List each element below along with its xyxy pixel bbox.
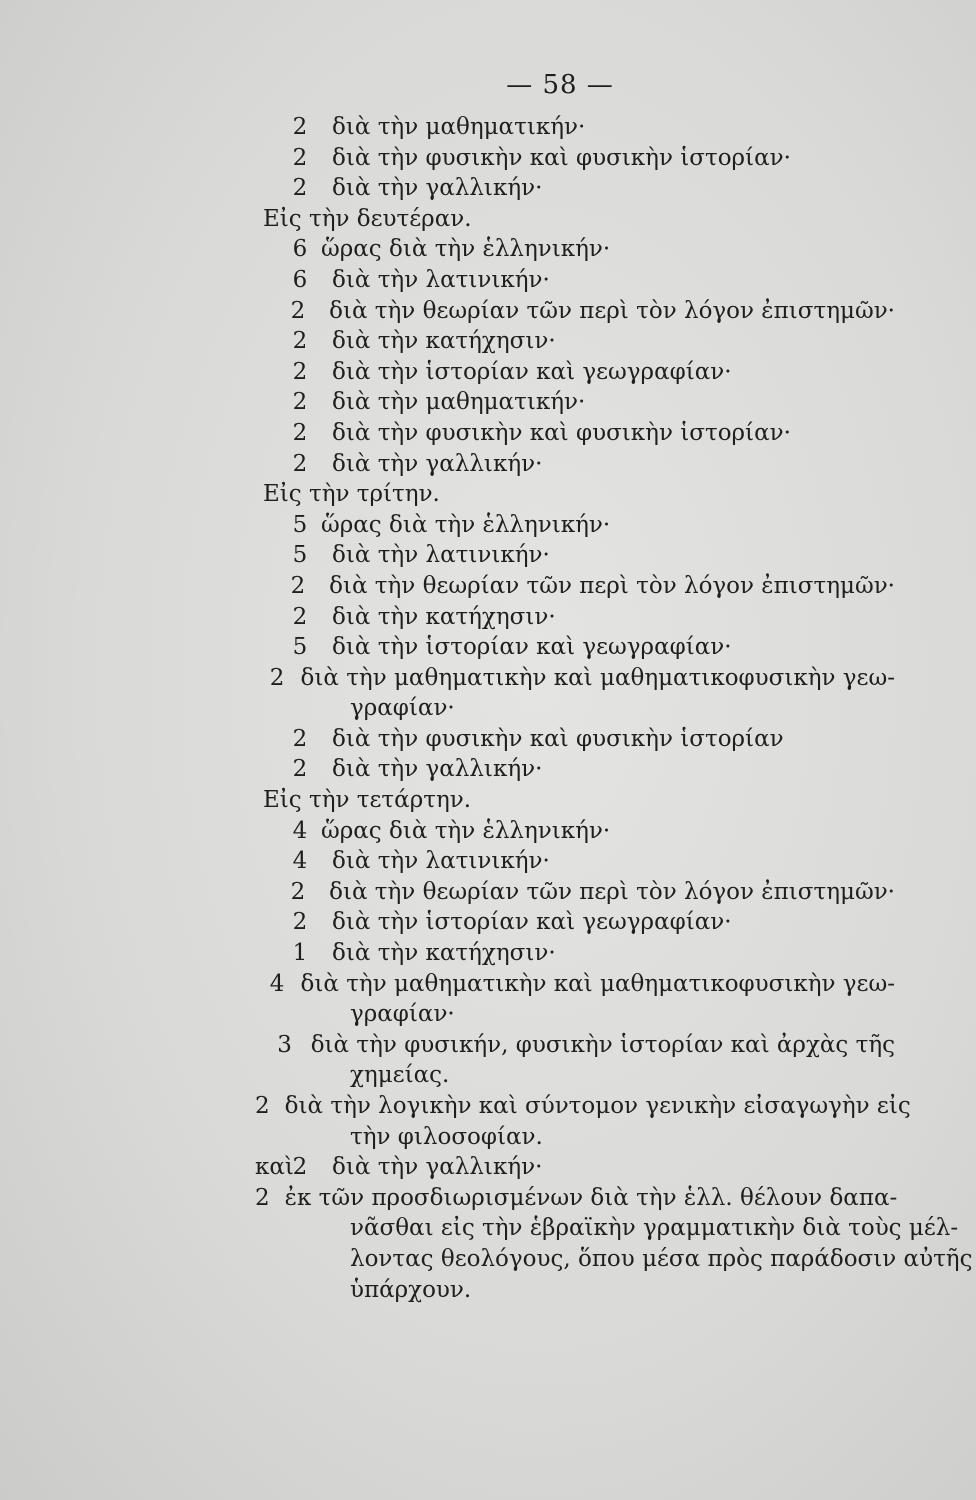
continuation-text: γραφίαν· xyxy=(350,695,455,722)
continuation-text: ὑπάρχουν. xyxy=(350,1276,472,1303)
row-prefix xyxy=(255,571,282,602)
row-prefix xyxy=(255,326,283,357)
hours-row xyxy=(255,877,895,908)
row-prefix: καὶ xyxy=(255,1154,294,1181)
row-prefix xyxy=(255,418,283,449)
page-number: — 58 — xyxy=(506,70,614,100)
row-prefix xyxy=(255,265,283,296)
row-prefix xyxy=(255,449,283,480)
row-prefix xyxy=(255,357,283,388)
subject-text: διὰ τὴν κατήχησιν· xyxy=(332,940,556,967)
hours-row xyxy=(255,173,895,204)
hours-count: 2 xyxy=(290,878,306,905)
hours-count: 2 xyxy=(292,603,308,630)
hours-row xyxy=(255,234,895,265)
hours-row xyxy=(255,1091,911,1122)
hours-row xyxy=(255,143,895,174)
row-prefix xyxy=(255,296,282,327)
continuation-line xyxy=(255,1122,895,1153)
section-heading xyxy=(255,785,895,816)
row-prefix xyxy=(255,969,269,1000)
subject-text: διὰ τὴν γαλλικήν· xyxy=(332,450,543,477)
subject-text: ὥρας διὰ τὴν ἑλληνικήν· xyxy=(321,511,611,538)
hours-row xyxy=(255,816,895,847)
subject-text: διὰ τὴν θεωρίαν τῶν περὶ τὸν λόγον ἐπιστημῶν· xyxy=(329,878,895,905)
hours-count: 2 xyxy=(269,664,285,691)
subject-text: διὰ τὴν γαλλικήν· xyxy=(332,1154,543,1181)
subject-text: ὥρας διὰ τὴν ἑλληνικήν· xyxy=(321,236,611,263)
row-prefix xyxy=(255,877,282,908)
subject-text: διὰ τὴν λατινικήν· xyxy=(332,848,550,875)
section-heading-text: Εἰς τὴν δευτέραν. xyxy=(263,205,472,232)
row-prefix xyxy=(255,846,283,877)
hours-count: 2 xyxy=(292,175,308,202)
continuation-line xyxy=(255,693,895,724)
subject-text: διὰ τὴν κατήχησιν· xyxy=(332,603,556,630)
hours-row xyxy=(255,571,895,602)
subject-text: διὰ τὴν γαλλικήν· xyxy=(332,756,543,783)
hours-row xyxy=(255,387,895,418)
row-prefix xyxy=(255,816,283,847)
hours-count: 2 xyxy=(292,756,308,783)
row-prefix xyxy=(255,724,283,755)
hours-count: 3 xyxy=(277,1031,292,1058)
section-heading-text: Εἰς τὴν τρίτην. xyxy=(263,481,440,508)
hours-count: 2 xyxy=(292,450,308,477)
hours-row xyxy=(255,663,895,694)
hours-count: 2 xyxy=(290,297,306,324)
row-prefix xyxy=(255,234,283,265)
section-heading-text: Εἰς τὴν τετάρτην. xyxy=(263,787,472,814)
hours-row xyxy=(255,938,895,969)
row-prefix xyxy=(255,907,283,938)
continuation-line xyxy=(255,1060,895,1091)
hours-row xyxy=(255,510,895,541)
hours-count: 5 xyxy=(292,542,308,569)
hours-row xyxy=(255,449,895,480)
hours-count: 2 xyxy=(292,358,308,385)
subject-text: διὰ τὴν φυσικὴν καὶ φυσικὴν ἱστορίαν xyxy=(332,725,784,752)
subject-text: διὰ τὴν φυσικὴν καὶ φυσικὴν ἱστορίαν· xyxy=(332,419,791,446)
hours-count: 4 xyxy=(292,817,308,844)
continuation-text: τὴν φιλοσοφίαν. xyxy=(350,1123,543,1150)
hours-count: 2 xyxy=(292,114,308,140)
row-prefix xyxy=(255,112,283,143)
hours-row xyxy=(255,1030,895,1061)
row-prefix xyxy=(255,173,283,204)
hours-count: 6 xyxy=(292,236,308,263)
subject-text: διὰ τὴν θεωρίαν τῶν περὶ τὸν λόγον ἐπιστημῶν· xyxy=(329,572,895,599)
continuation-line xyxy=(255,999,895,1030)
subject-text: διὰ τὴν ἱστορίαν καὶ γεωγραφίαν· xyxy=(332,358,732,385)
hours-count: 2 xyxy=(292,144,308,171)
hours-count: 2 xyxy=(292,389,308,416)
hours-row xyxy=(255,969,895,1000)
hours-row xyxy=(255,357,895,388)
row-prefix xyxy=(255,540,283,571)
hours-row xyxy=(255,326,895,357)
hours-count: 2 xyxy=(290,572,306,599)
hours-count: 4 xyxy=(269,970,285,997)
hours-count: 2 xyxy=(292,419,308,446)
continuation-text: χημείας. xyxy=(350,1062,450,1089)
hours-count: 4 xyxy=(292,848,308,875)
row-prefix xyxy=(255,510,283,541)
hours-count: 6 xyxy=(292,266,308,293)
row-prefix xyxy=(255,143,283,174)
hours-row xyxy=(255,418,895,449)
subject-text: διὰ τὴν φυσικὴν καὶ φυσικὴν ἱστορίαν· xyxy=(332,144,791,171)
row-prefix xyxy=(255,663,269,694)
subject-text: διὰ τὴν ἱστορίαν καὶ γεωγραφίαν· xyxy=(332,909,732,936)
subject-text: διὰ τὴν ἱστορίαν καὶ γεωγραφίαν· xyxy=(332,634,732,661)
subject-text: διὰ τὴν μαθηματικήν· xyxy=(332,389,586,416)
row-prefix xyxy=(255,754,283,785)
subject-text: διὰ τὴν μαθηματικὴν καὶ μαθηματικοφυσικὴν γεω- xyxy=(300,970,895,997)
hours-row xyxy=(255,296,895,327)
hours-count: 2 xyxy=(292,328,308,355)
hours-count: 2 xyxy=(292,909,308,936)
subject-text: διὰ τὴν λογικὴν καὶ σύντομον γενικὴν εἰσαγωγὴν εἰς xyxy=(284,1093,911,1119)
continuation-text: νᾶσθαι εἰς τὴν ἑβραϊκὴν γραμματικὴν διὰ τοὺς μέλ- xyxy=(350,1215,959,1242)
hours-count: 5 xyxy=(292,511,308,538)
subject-text: διὰ τὴν μαθηματικήν· xyxy=(332,114,586,140)
hours-count: 5 xyxy=(292,634,308,661)
subject-text: διὰ τὴν φυσικήν, φυσικὴν ἱστορίαν καὶ ἀρχὰς τῆς xyxy=(310,1031,895,1058)
continuation-line xyxy=(255,1213,959,1244)
subject-text: διὰ τὴν λατινικήν· xyxy=(332,542,550,569)
schedule-text xyxy=(255,112,973,1305)
section-heading xyxy=(255,204,895,235)
row-prefix xyxy=(255,602,283,633)
hours-row xyxy=(255,907,895,938)
row-prefix xyxy=(255,632,283,663)
subject-text: διὰ τὴν κατήχησιν· xyxy=(332,328,556,355)
subject-text: διὰ τὴν θεωρίαν τῶν περὶ τὸν λόγον ἐπιστημῶν· xyxy=(329,297,895,324)
continuation-line xyxy=(255,1275,895,1306)
hours-row xyxy=(255,112,895,143)
hours-row xyxy=(255,846,895,877)
hours-count: 2 xyxy=(255,1093,270,1119)
hours-count: 2 xyxy=(255,1184,270,1211)
section-heading xyxy=(255,479,895,510)
subject-text: ἐκ τῶν προσδιωρισμένων διὰ τὴν ἑλλ. θέλουν δαπα- xyxy=(284,1184,898,1211)
subject-text: διὰ τὴν μαθηματικὴν καὶ μαθηματικοφυσικὴν γεω- xyxy=(300,664,895,691)
hours-row xyxy=(255,724,895,755)
hours-count: 2 xyxy=(292,1154,308,1181)
hours-row xyxy=(255,540,895,571)
hours-row xyxy=(255,632,895,663)
hours-row xyxy=(255,754,895,785)
hours-row xyxy=(255,1183,898,1214)
continuation-text: λοντας θεολόγους, ὅπου μέσα πρὸς παράδοσιν αὐτῆς xyxy=(350,1245,973,1272)
continuation-line xyxy=(255,1244,973,1275)
subject-text: διὰ τὴν λατινικήν· xyxy=(332,266,550,293)
hours-row xyxy=(255,265,895,296)
hours-count: 2 xyxy=(292,725,308,752)
subject-text: διὰ τὴν γαλλικήν· xyxy=(332,175,543,202)
subject-text: ὥρας διὰ τὴν ἑλληνικήν· xyxy=(321,817,611,844)
hours-row xyxy=(255,602,895,633)
continuation-text: γραφίαν· xyxy=(350,1001,455,1028)
hours-row xyxy=(255,1152,895,1183)
row-prefix xyxy=(255,938,283,969)
row-prefix xyxy=(255,1030,273,1061)
row-prefix xyxy=(255,387,283,418)
hours-count: 1 xyxy=(292,940,308,967)
